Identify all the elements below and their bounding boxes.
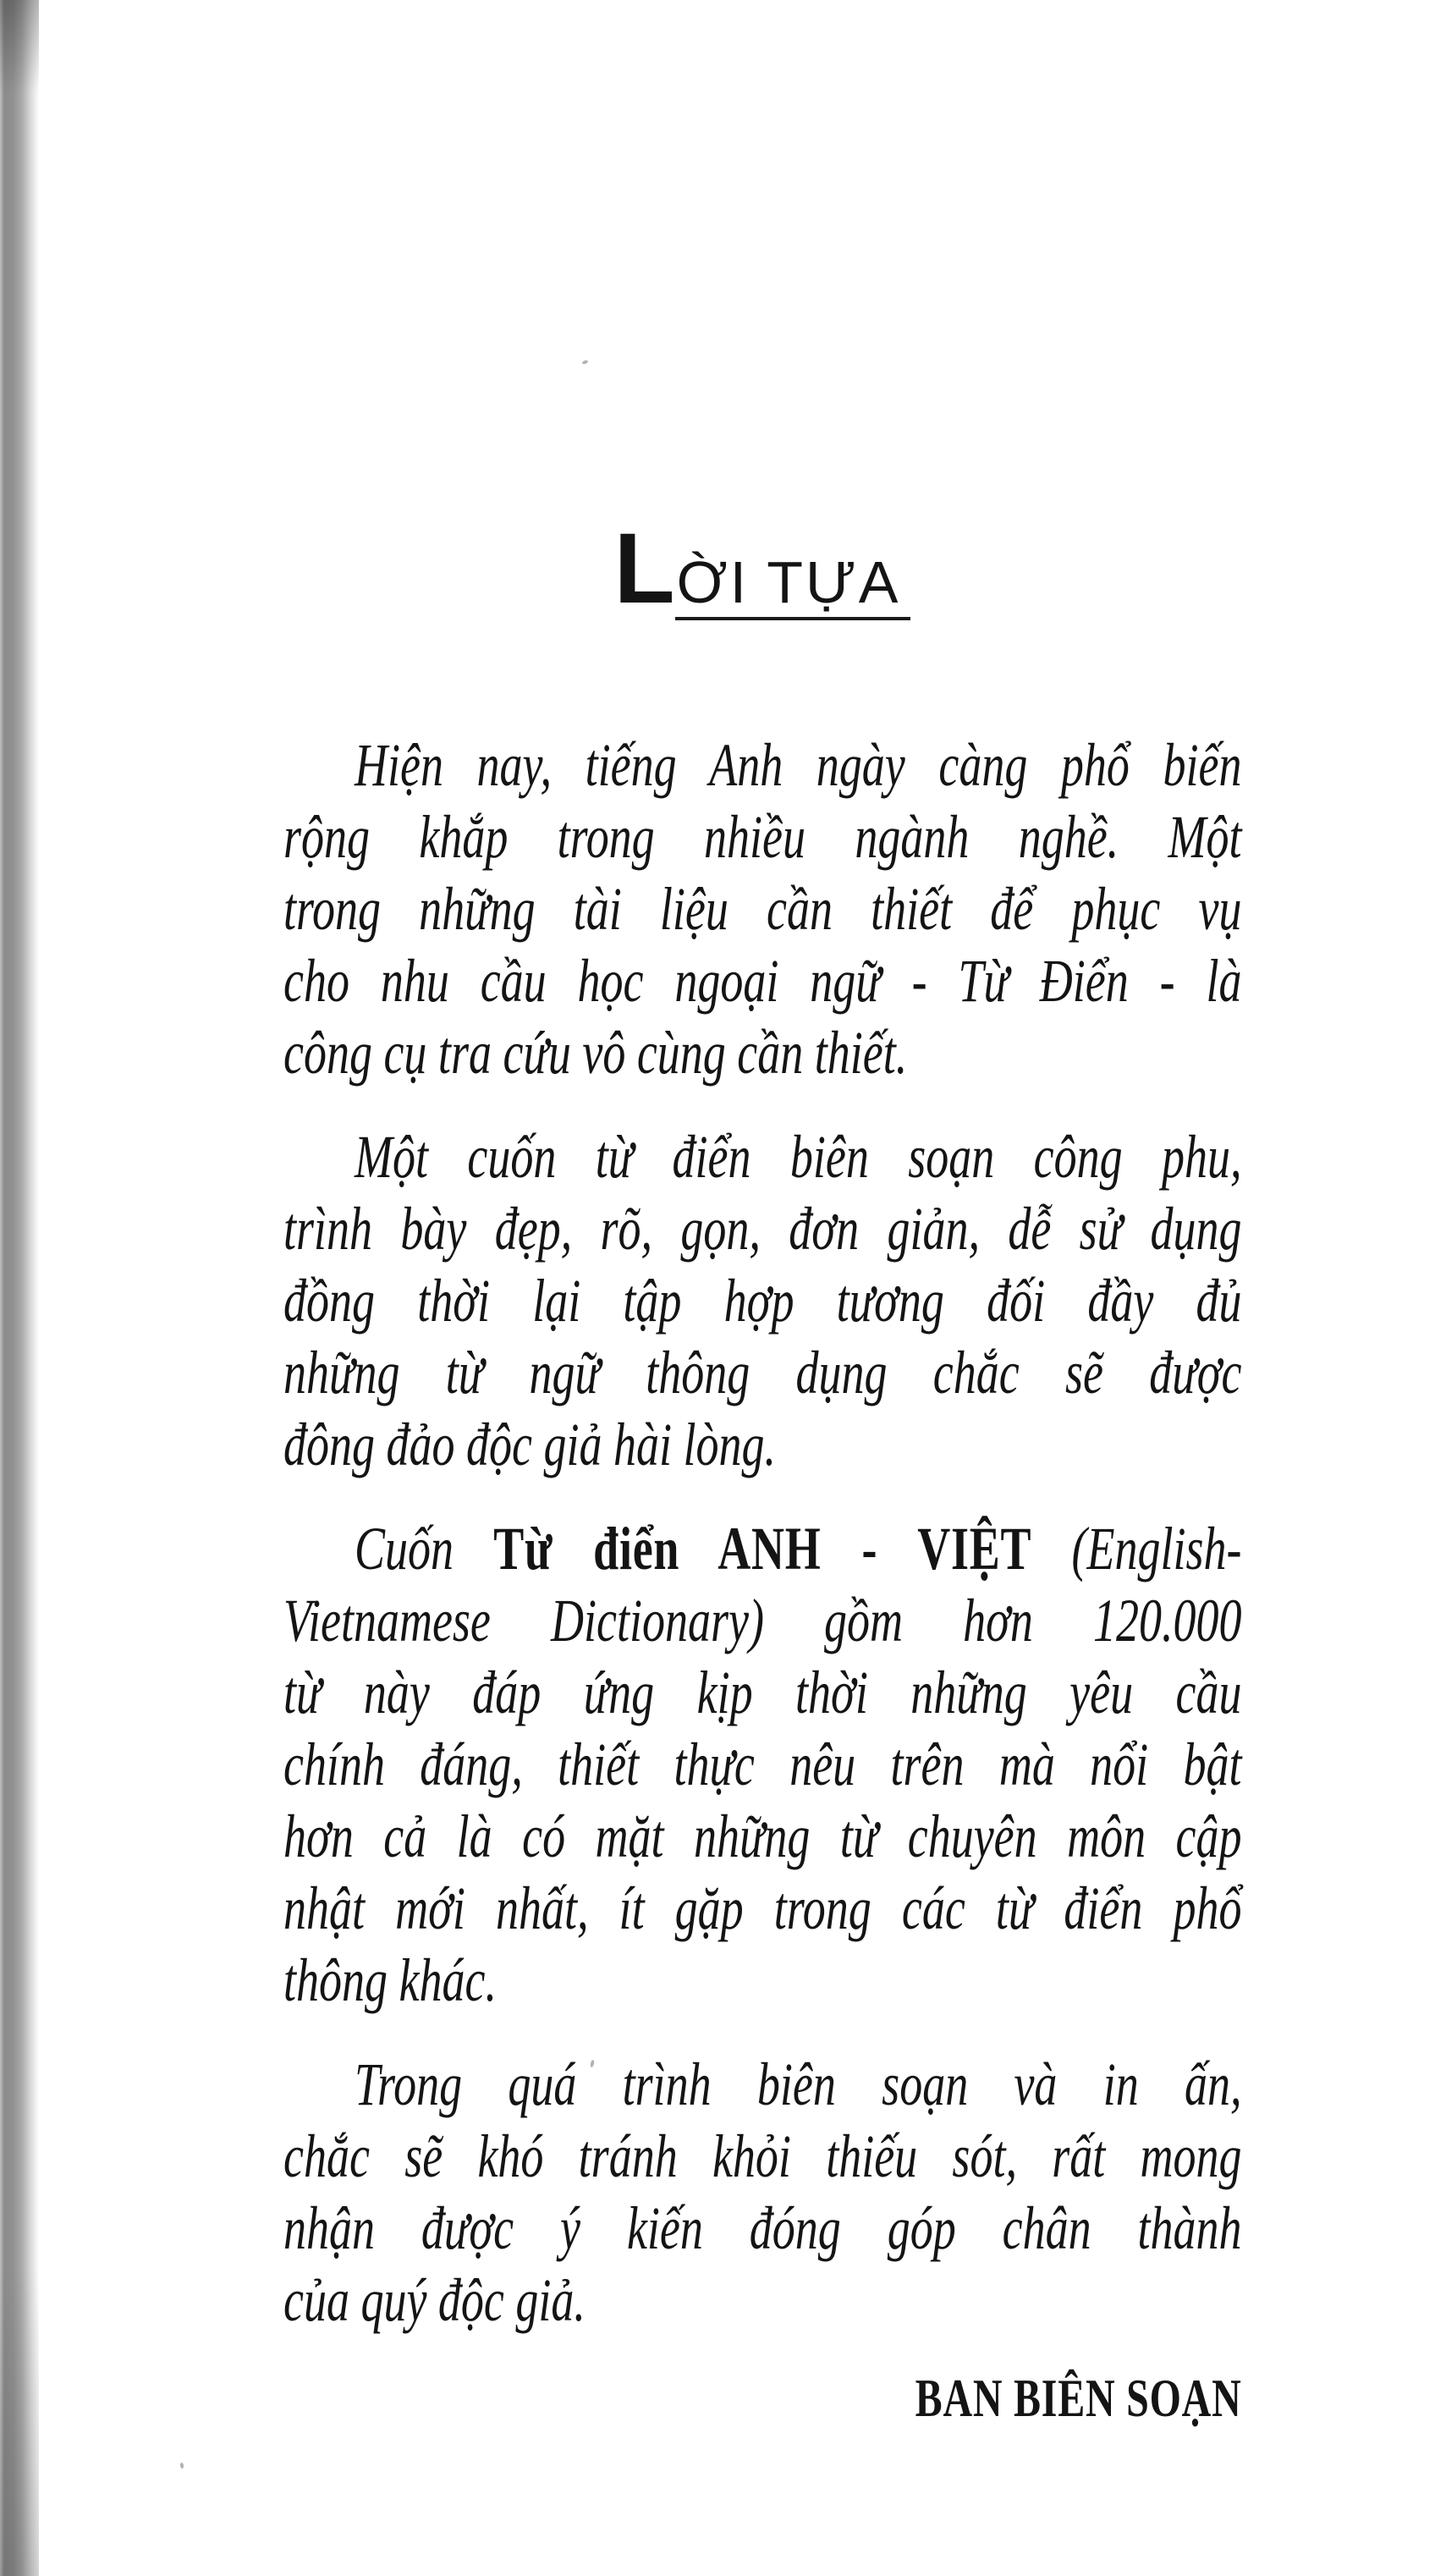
text-segment: công cụ tra cứu vô cùng cần thiết. [283, 1019, 908, 1087]
text-segment: chắc sẽ khó tránh khỏi thiếu sót, rất mong [283, 2122, 1242, 2190]
text-segment: cho nhu cầu học ngoại ngữ - Từ Điển - là [283, 947, 1242, 1015]
dictionary-name-bold: Từ điển ANH - VIỆT [493, 1515, 1032, 1582]
text-line [283, 2193, 1242, 2265]
text-segment: thông khác. [283, 1946, 497, 2014]
text-segment: (English- [1031, 1515, 1242, 1582]
text-segment: trình bày đẹp, rõ, gọn, đơn giản, dễ sử dụng [283, 1195, 1242, 1263]
text-line [283, 2049, 1242, 2121]
scan-speck [582, 360, 589, 365]
text-segment: nhật mới nhất, ít gặp trong các từ điển phổ [283, 1874, 1242, 1942]
text-segment: đồng thời lại tập hợp tương đối đầy đủ [283, 1267, 1242, 1335]
text-segment: rộng khắp trong nhiều ngành nghề. Một [283, 803, 1242, 871]
text-segment: hơn cả là có mặt những từ chuyên môn cập [283, 1803, 1242, 1870]
text-segment: đông đảo độc giả hài lòng. [283, 1411, 776, 1478]
text-segment: Vietnamese Dictionary) gồm hơn 120.000 [283, 1587, 1242, 1654]
body-text [283, 729, 1242, 2428]
text-segment: chính đáng, thiết thực nêu trên mà nổi bật [283, 1731, 1242, 1798]
text-line [283, 1585, 1242, 1657]
text-line [283, 729, 1242, 801]
signature-editorial-board: BAN BIÊN SOẠN [915, 2368, 1242, 2428]
page-edge-shadow [0, 0, 39, 2576]
text-segment: Hiện nay, tiếng Anh ngày càng phổ biến [355, 731, 1242, 799]
text-line [283, 2265, 1242, 2337]
text-segment: từ này đáp ứng kịp thời những yêu cầu [283, 1659, 1242, 1726]
text-line [283, 945, 1242, 1017]
text-line [283, 801, 1242, 873]
text-line [283, 1513, 1242, 1585]
text-line [283, 1729, 1242, 1801]
text-line [283, 1017, 1242, 1089]
text-line [283, 2121, 1242, 2193]
text-segment: trong những tài liệu cần thiết để phục vụ [283, 875, 1242, 943]
scan-speck [180, 2463, 184, 2469]
text-segment: của quý độc giả. [283, 2266, 586, 2334]
text-line [283, 1657, 1242, 1729]
text-segment: nhận được ý kiến đóng góp chân thành [283, 2194, 1242, 2262]
text-segment: những từ ngữ thông dụng chắc sẽ được [283, 1339, 1242, 1406]
text-segment: Một cuốn từ điển biên soạn công phu, [355, 1123, 1242, 1191]
text-line [283, 1193, 1242, 1265]
text-line [283, 1801, 1242, 1873]
paragraph [283, 1121, 1242, 1481]
paragraph [283, 2049, 1242, 2337]
text-line [283, 1121, 1242, 1193]
paragraph [283, 1513, 1242, 2017]
text-line [283, 1337, 1242, 1409]
text-segment: Cuốn [355, 1515, 494, 1582]
page-title-rest: ỜI TỰA [675, 553, 911, 620]
text-line [283, 1945, 1242, 2017]
text-line [283, 1409, 1242, 1481]
text-line [283, 1873, 1242, 1945]
text-line [283, 1265, 1242, 1337]
text-line [283, 873, 1242, 945]
page-title-initial-cap: L [613, 513, 675, 625]
page-title [283, 513, 1241, 625]
paragraph [283, 729, 1242, 1089]
text-segment: Trong quá trình biên soạn và in ấn, [355, 2050, 1242, 2118]
